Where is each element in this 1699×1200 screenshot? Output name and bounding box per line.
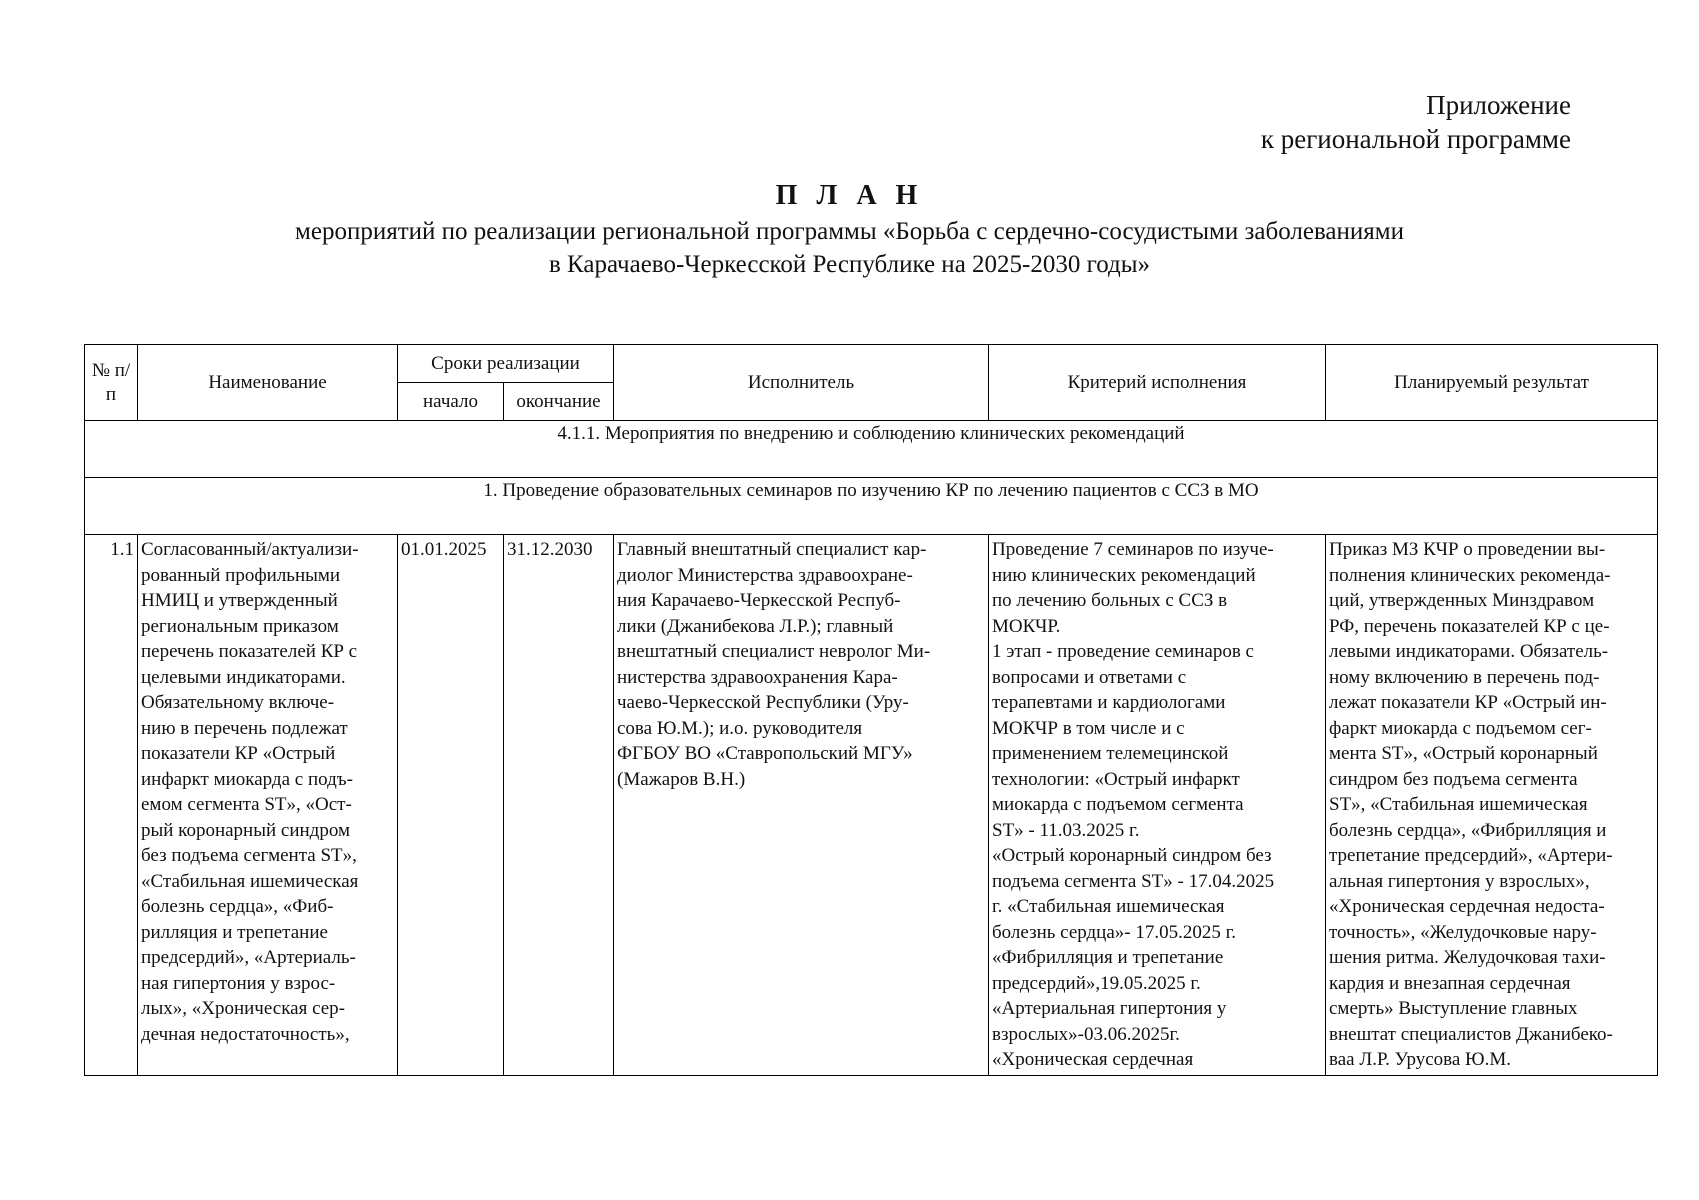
appendix-line-2: к региональной программе [1260,124,1571,154]
header-result: Планируемый результат [1326,345,1658,421]
document-title: П Л А Н [775,180,924,211]
subsection-row [85,478,1658,535]
subtitle-line-1: мероприятий по реализации региональной программы «Борьба с сердечно-сосудистыми заболеваниями [295,218,1404,245]
section-row [85,421,1658,478]
subtitle-line-2: в Карачаево-Черкесской Республике на 2025-2030 годы» [548,251,1151,278]
plan-table [84,344,1658,1076]
section-title: 4.1.1. Мероприятия по внедрению и соблюдению клинических рекомендаций [85,421,1658,478]
subsection-title: 1. Проведение образовательных семинаров по изучению КР по лечению пациентов с ССЗ в МО [85,478,1658,535]
header-name: Наименование [138,345,398,421]
header-criterion: Критерий исполнения [989,345,1326,421]
row-result: Приказ МЗ КЧР о проведении вы- полнения клинических рекоменда- ций, утвержденных Минздравом РФ, перечень показателей КР с це- левыми индикаторами. Обязатель- ному включению в перечень под- лежат показатели КР «Острый ин- фаркт миокарда с подъемом сег- мента ST», «Острый коронарный синдром без подъема сегмента ST», «Стабильная ишемическая болезнь сердца», «Фибрилляция и трепетание предсердий», «Артери- альная гипертония у взрослых», «Хроническая сердечная недоста- точность», «Желудочковые нару- шения ритма. Желудочковая тахи- кардия и внезапная сердечная смерть» Выступление главных внештат специалистов Джанибеко- ваа Л.Р. Урусова Ю.М. [1326,535,1658,1076]
header-number: № п/п [85,345,138,421]
header-start: начало [398,383,504,421]
row-name: Согласованный/актуализи- рованный профильными НМИЦ и утвержденный региональным приказом перечень показателей КР с целевыми индикаторами. Обязательному включе- нию в перечень подлежат показатели КР «Острый инфаркт миокарда с подъ- емом сегмента ST», «Ост- рый коронарный синдром без подъема сегмента ST», «Стабильная ишемическая болезнь сердца», «Фиб- рилляция и трепетание предсердий», «Артериаль- ная гипертония у взрос- лых», «Хроническая сер- дечная недостаточность», [138,535,398,1076]
row-end-date: 31.12.2030 [504,535,614,1076]
header-deadlines: Сроки реализации [398,345,614,383]
appendix-note [1261,88,1571,156]
row-start-date: 01.01.2025 [398,535,504,1076]
header-end: окончание [504,383,614,421]
document-subtitle [100,215,1599,281]
header-executor: Исполнитель [614,345,989,421]
row-criterion: Проведение 7 семинаров по изуче- нию клинических рекомендаций по лечению больных с ССЗ в МОКЧР. 1 этап - проведение семинаров с вопросами и ответами с терапевтами и кардиологами МОКЧР в том числе и с применением телемецинской технологии: «Острый инфаркт миокарда с подъемом сегмента ST» - 11.03.2025 г. «Острый коронарный синдром без подъема сегмента ST» - 17.04.2025 г. «Стабильная ишемическая болезнь сердца»- 17.05.2025 г. «Фибрилляция и трепетание предсердий»,19.05.2025 г. «Артериальная гипертония у взрослых»-03.06.2025г. «Хроническая сердечная [989,535,1326,1076]
row-number: 1.1 [85,535,138,1076]
row-executor: Главный внештатный специалист кар- диолог Министерства здравоохране- ния Карачаево-Черкесской Респуб- лики (Джанибекова Л.Р.); главный внештатный специалист невролог Ми- нистерства здравоохранения Кара- чаево-Черкесской Республики (Уру- сова Ю.М.); и.о. руководителя ФГБОУ ВО «Ставропольский МГУ» (Мажаров В.Н.) [614,535,989,1076]
table-row [85,535,1658,1076]
appendix-line-1: Приложение [1426,90,1571,120]
